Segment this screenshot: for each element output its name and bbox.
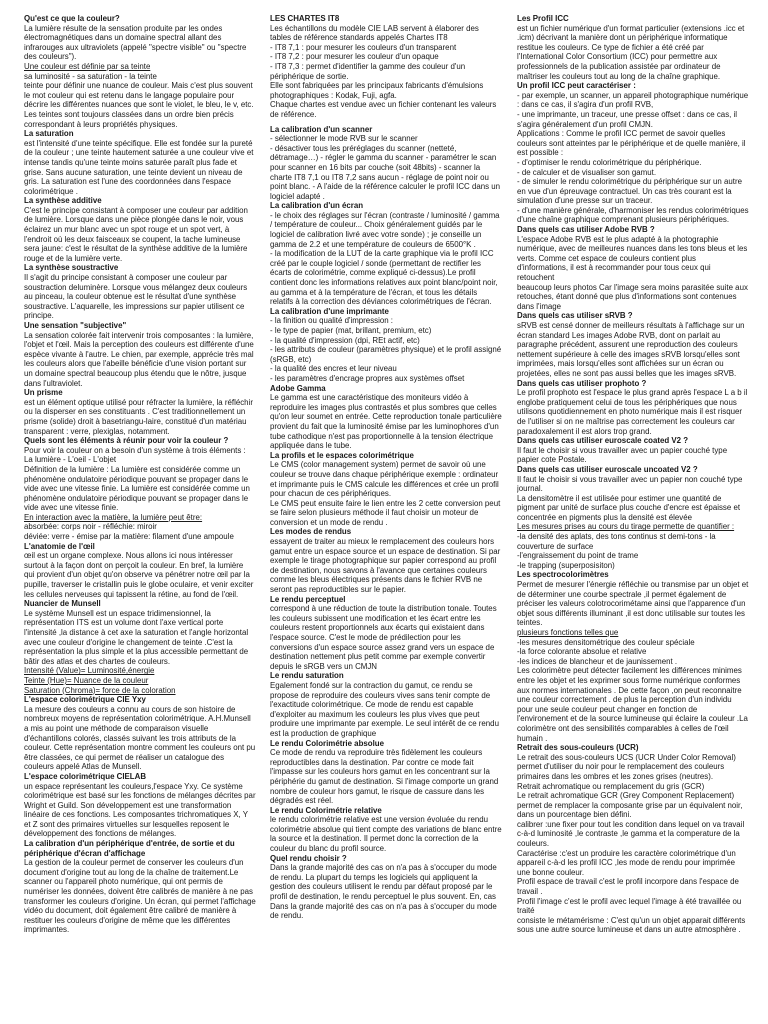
paragraph: Le système Munsell est un espace tridimensionnel, la représentation ITS est un volume dont l'axe vertical porte l'intensité ,la distance à cet axe la saturation et l'angle horizontal avec une couleur d'origine le changement de teinte .C'est la représentation la plus simple et la plus accessible permettant de bâtir des atlas et des chartes de couleurs. — [24, 608, 249, 666]
paragraph: Ce mode de rendu va reproduire très fidèlement les couleurs reproductibles dans la destination. Par contre ce mode fait l'impasse sur les couleurs hors gamut en les concentrant sur la périphérie du gamut de destination. Si l'image comporte un grand nombre de couleur hors gamut, le risque de cassure dans les dégradés est réel. — [270, 748, 499, 806]
section-heading: La calibration d'un périphérique d'entrée, de sortie et du périphérique d'écran d'affichage — [24, 839, 235, 858]
paragraph: Le retrait des sous-couleurs UCS (UCR Under Color Removal) permet d'utiliser du noir pour le remplacement des couleurs primaires dans les ombres et les zones grises (neutres). — [517, 752, 736, 781]
paragraph: - IT8 7,1 : pour mesurer les couleurs d'un transparent — [270, 42, 457, 52]
paragraph: - les attributs de couleur (paramètres physique) et le profil assigné (sRGB, etc) — [270, 345, 502, 364]
paragraph: Le CMS (color management system) permet de savoir où une couleur se trouve dans chaque périphérique exemple : ordinateur et imprimante puis le CMS calcule les différences et crée un profil pour chacun de ces périphériques. — [270, 460, 499, 499]
section-heading: Les modes de rendus — [270, 527, 352, 537]
paragraph: - la finition ou qualité d'impression : — [270, 316, 393, 326]
section-heading: Retrait des sous-couleurs (UCR) — [517, 743, 639, 753]
section-heading: L'espace colorimétrique CIE Yxy — [24, 695, 146, 705]
paragraph: sa luminosité - sa saturation - la teinte — [24, 71, 157, 81]
paragraph: Il faut le choisir si vous travailler avec un papier couché type papier cote Postale. — [517, 445, 728, 465]
paragraph: Chaque chartes est vendue avec un fichier contenant les valeurs de référence. — [270, 100, 497, 119]
paragraph: consiste le métamérisme : C'est qu'un un objet apparait différents sous une autre source lumineuse et dans un autre atmosphère . — [517, 915, 746, 935]
section-heading: Dans quels cas utiliser prophoto ? — [517, 378, 647, 388]
paragraph: Saturation (Chroma)= force de la coloration — [24, 685, 176, 695]
paragraph: Une couleur est définie par sa teinte — [24, 61, 151, 71]
paragraph: - le choix des réglages sur l'écran (contraste / luminosité / gamma / température de couleur... Choix généralement guidés par le logiciel de calibration livré avec votre sonde) ; je conseille un gamma de 2.2 et une température de couleurs de 6500°K . — [270, 210, 500, 249]
paragraph: Profil l'image c'est le profil avec lequel l'image à été travaillée ou traité — [517, 896, 742, 916]
section-heading: Dans quels cas utiliser euroscale uncoated V2 ? — [517, 464, 698, 474]
paragraph: Il s'agit du principe consistant à composer une couleur par soustraction deluminère. Lorsque vous mélangez deux couleurs au pinceau, la couleur obtenue est le résultat d'une synthèse soustractive. L'aquarelle, les impressions sur papier utilisent ce principe. — [24, 273, 248, 321]
paragraph: - d'une manière générale, d'harmoniser les rendus colorimétriques d'une chaîne graphique comprenant plusieurs périphériques. — [517, 205, 749, 225]
paragraph: Permet de mesurer l'énergie réfléchie ou transmise par un objet et de déterminer une courbe spectrale ,il permet également de préciser les valeurs colotrocorimétame ainsi que l'apparence d'un objet sous différents illuminant ,il est donc utilisable sur toutes les teintes. — [517, 580, 749, 628]
paragraph: La mesure des couleurs a connu au cours de son histoire de nombreux moyens de représentation colorimétrique. A.H.Munsell a mis au point une méthode de comparaison visuelle d'échantillons colorés, classés suivant les trois attributs de la couleur. Cette représentation montre comment les couleurs ont pu être classées, ce qui permet de réaliser un catalogue des couleurs appelé Atlas de Munsell. — [24, 704, 256, 772]
paragraph: absorbée: corps noir - réfléchie: miroir — [24, 522, 157, 532]
paragraph: Le gamma est une caractéristique des moniteurs vidéo à reproduire les images plus contrastés et plus sombres que celles qu'on leur soumet en entrée. Cette reproduction tonale particulière provient du fait que la luminosité émise par les luminophores d'un tube cathodique n'est pas proportionnelle à la tension électrique appliquée dans le tube. — [270, 393, 502, 451]
paragraph: est l'intensité d'une teinte spécifique. Elle est fondée sur la pureté de la couleur ; une teinte hautement saturée a une couleur vive et intense tandis qu'une teinte moins saturée paraît plus fade et grise. Sans aucune saturation, une teinte devient un niveau de gris. La saturation est l'une des coordonnées dans l'espace colorimétrique . — [24, 138, 254, 196]
paragraph: En interaction avec la matière, la lumière peut être: — [24, 512, 203, 522]
paragraph: - désactiver tous les préréglages du scanner (netteté, détramage…) - régler le gamma du scanner - paramétrer le scan pour scanner en 16 bits par couche (soit 48bits) - scanner la charte IT8 7,1 ou IT8 7,2 sans aucun - réglage de point noir ou point blanc. - A l'aide de la référence calculer le profil ICC dans un logiciel adapté . — [270, 143, 501, 201]
paragraph: -le trapping (superposisiton) — [517, 560, 615, 570]
section-heading: La profils et le espaces colorimétrique — [270, 450, 414, 460]
paragraph: -les mesures densitométrique des couleur spéciale — [517, 637, 695, 647]
section-heading: Une sensation "subjective" — [24, 321, 127, 330]
paragraph: La densitomètre il est utilisée pour estimer une quantité de pigment par unité de surface plus couche d'encre est épaisse et concentrée en pigments plus la densité est élevée — [517, 493, 741, 522]
paragraph: Elle sont fabriquées par les principaux fabricants d'émulsions photographiques : Kodak, Fuji, agfa. — [270, 81, 484, 100]
paragraph: Intensité (Value)= Luminosité,énergie — [24, 666, 155, 676]
section-heading: LES CHARTES IT8 — [270, 14, 340, 23]
paragraph: - les paramètres d'encrage propres aux systèmes offset — [270, 373, 465, 383]
paragraph: Retrait achromatique ou remplacement du gris (GCR) — [517, 781, 705, 791]
section-heading: La saturation — [24, 129, 74, 139]
paragraph: - de calculer et de visualiser son gamut. — [517, 167, 657, 177]
paragraph: Le profil prophoto est l'espace le plus grand après l'espace L a b il englobe pratiquement celui de tous les périphériques que nous utilisons quotidiennement en photo numérique mais il est risquer de l'utiliser si on ne maîtrise pas correctement les couleurs car paradoxalement il est alors trop grand. — [517, 388, 748, 436]
column-right — [517, 14, 749, 1018]
paragraph: - IT8 7,3 : permet d'identifier la gamme des couleur d'un périphérique de sortie. — [270, 61, 466, 81]
paragraph: - sélectionner le mode RVB sur le scanner — [270, 134, 418, 144]
section-heading: Quel rendu choisir ? — [270, 853, 347, 863]
paragraph: - d'optimiser le rendu colorimétrique du périphérique. — [517, 157, 702, 167]
section-heading: Les spectrocolorimètres — [517, 570, 609, 580]
paragraph: Les mesures prises au cours du tirage permette de quantifier : — [517, 522, 735, 532]
section-heading: Un prisme — [24, 388, 63, 398]
column-left — [24, 14, 256, 1018]
paragraph: -la force colorante absolue et relative — [517, 647, 647, 657]
paragraph: sRVB est censé donner de meilleurs résultats à l'affichage sur un écran standard Les images Adobe RVB, dont on parlait au paragraphe précédent, assurent une reproduction des couleurs nettement supérieure à celle des images sRVB lorsqu'elles sont imprimées, mais lorsqu'elles sont affichées sur un écran ou projetées, elles ne sont pas aussi belles que les images sRVB. — [517, 321, 745, 378]
paragraph: - la qualité des encres et leur niveau — [270, 364, 397, 374]
paragraph: La gestion de la couleur permet de conserver les couleurs d'un document d'origine tout au long de la chaîne de traitement.Le scanner ou l'appareil photo numérique, qui ont permis de numériser les données, doivent être calibrés de manière à ne pas transformer les couleurs d'origine. Un écran, qui permet l'affichage vidéo du document, doit également être calibré de manière à restituer les couleurs d'origine de même que les différentes imprimantes. — [24, 858, 256, 935]
section-heading: Les Profil ICC — [517, 14, 569, 23]
paragraph: Le CMS peut ensuite faire le lien entre les 2 cette conversion peut se faire selon plusieurs méthode il faut choisir un moteur de conversion et un mode de rendu . — [270, 498, 501, 527]
paragraph: calibrer :une fixer pour tout les condition dans lequel on va travail c-à-d luminosité ,le contraste ,le gamma et la comperature de la couleurs. — [517, 819, 745, 849]
paragraph: Egalement fondé sur la contraction du gamut, ce rendu se propose de reproduire des couleurs vives sans tenir compte de l'exactitude colorimétrique. Ce mode de rendu est capable d'exploiter au maximum les couleurs les plus vives que peut produire une imprimante par exemple. Le seul intérêt de ce rendu est la production de graphique — [270, 680, 499, 738]
column-middle — [270, 14, 502, 1018]
section-heading: Le rendu saturation — [270, 671, 344, 681]
section-heading: Dans quels cas utiliser sRVB ? — [517, 311, 633, 321]
paragraph: - de simuler le rendu colorimétrique du périphérique sur un autre en vue d'un épreuvage contractuel. Un cas très courant est la simulation d'une presse sur un traceur. — [517, 177, 743, 206]
section-heading: Adobe Gamma — [270, 383, 326, 393]
paragraph: -l'engraissement du point de trame — [517, 551, 639, 561]
paragraph: Pour voir la couleur on a besoin d'un système à trois éléments : La lumière - L'oeil - L'objet — [24, 445, 246, 465]
section-heading: La calibration d'un scanner — [270, 124, 373, 134]
paragraph: -les indices de blancheur et de jaunissement . — [517, 656, 678, 666]
paragraph: plusieurs fonctions telles que — [517, 628, 619, 637]
section-heading: Un profil ICC peut caractériser : — [517, 81, 636, 91]
section-heading: La calibration d'un écran — [270, 201, 364, 211]
paragraph: Teinte (Hue)= Nuance de la couleur — [24, 675, 149, 685]
section-heading: La synthèse soustractive — [24, 263, 119, 273]
section-heading: Quels sont les éléments à réunir pour voir la couleur ? — [24, 436, 229, 446]
paragraph: Caractérise :c'est un produire les caractère colorimétrique d'un appareil c-à-d les profil ICC ,les mode de rendu pour imprimée une bonne couleur. — [517, 848, 736, 877]
paragraph: Les colorimètre peut détecter facilement les différences minimes entre les objet et les exprimer sous forme numérique conformes aux normes internationales . De cette façon ,on peut reconnaitre une couleur correctement . de plus la perception d'un individu pour une seule couleur peut changer en fonction de l'environement et de la source lumineuse qui éclaire la couleur .La colorimètre ont des sensibilités comparables à celles de l'œil humain . — [517, 666, 748, 743]
section-heading: Le rendu Colorimétrie relative — [270, 805, 382, 815]
paragraph: Il faut le choisir si vous travailler avec un papier non couché type journal. — [517, 474, 743, 494]
paragraph: est un élément optique utilisé pour réfracter la lumière, la réfléchir ou la disperser en ses constituants . C'est traditionnellement un prisme (solide) droit à basetriangu-laire, constitué d'un matériau transparent : verre, plexiglas, notamment. — [24, 397, 253, 436]
paragraph: œil est un organe complexe. Nous allons ici nous intéresser surtout à la façon dont on perçoit la couleur. En bref, la lumière qui provient d'un objet qu'on observe va pénétrer notre œil par la pupille, traverser le cristallin puis le globe oculaire, et venir exciter les cellules nerveuses qui tapissent la rétine, au fond de l'œil. — [24, 551, 254, 599]
paragraph: est un fichier numérique d'un format particulier (extensions .icc et .icm) décrivant la manière dont un périphérique informatique restitue les couleurs. Ce type de fichier a été créé par l'International Color Consortium (ICC) pour permettre aux professionnels de la publication assistée par ordinateur de maîtriser les couleurs tout au long de la chaîne graphique. — [517, 23, 745, 81]
section-heading: Qu'est ce que la couleur? — [24, 14, 120, 23]
paragraph: correspond à une réduction de toute la distribution tonale. Toutes les couleurs subissent une modification et les écart entre les couleurs restent proportionnels aux écarts qui existaient dans l'espace source. C'est le mode de prédilection pour les conversions d'un espace source assez grand vers un espace de destination nettement plus petit comme par exemple convertir depuis le sRGB vers un CMJN — [270, 604, 497, 671]
paragraph: - la qualité d'impression (dpi, REt actif, etc) — [270, 335, 420, 345]
paragraph: teinte pour définir une nuance de couleur. Mais c'est plus souvent le mot couleur qui est retenu dans le langage populaire pour décrire les différentes nuances que sont le violet, le bleu, le v, etc. Les teintes sont toujours classées dans un ordre bien précis correspondant à leurs propriétés physiques. — [24, 81, 254, 129]
paragraph: Définition de la lumière : La lumière est considérée comme un phénomène ondulatoire périodique pouvant se propager dans le vide avec une vitesse finie. La lumière est considérée comme un phénomène ondulatoire périodique pouvant se propager dans le vide avec une vitesse finie. — [24, 464, 250, 513]
section-heading: Dans quels cas utiliser Adobe RVB ? — [517, 225, 655, 235]
section-heading: L'espace colorimétrique CIELAB — [24, 771, 147, 781]
section-heading: La calibration d'une imprimante — [270, 306, 389, 316]
paragraph: La sensation colorée fait intervenir trois composantes : la lumière, l'objet et l'œil. Mais la perception des couleurs est différente d'une espèce vivante à l'autre. Le chien, par exemple, apprécie très mal les couleurs alors que l'abeille bénéficie d'une vision portant sur un domaine spectral beaucoup plus étendu que le nôtre, jusque dans l'ultraviolet. — [24, 330, 254, 388]
section-heading: Le rendu perceptuel — [270, 594, 346, 604]
paragraph: Profil espace de travail c'est le profil incorpore dans l'espace de travail . — [517, 877, 739, 897]
section-heading: L'anatomie de l'œil — [24, 541, 95, 551]
paragraph: - le type de papier (mat, brillant, premium, etc) — [270, 326, 432, 335]
paragraph: déviée: verre - émise par la matière: filament d'une ampoule — [24, 532, 234, 542]
paragraph: La lumière résulte de la sensation produite par les ondes électromagnétiques dans un domaine spectral allant des infrarouges aux ultraviolets (appelé "spectre visible" ou "spectre des couleurs"). — [24, 23, 247, 62]
paragraph: - une imprimante, un traceur, une presse offset : dans ce cas, il s'agira généralement d'un profil CMJN. — [517, 109, 738, 129]
paragraph: Dans la grande majorité des cas on n'a pas à s'occuper du mode de rendu. La plupart du temps les logiciels qui appliquent la gestion des couleurs utilisent le rendu par défaut proposé par le profil de destination, le rendu perceptuel le plus souvent. En, cas Dans la grande majorité des cas on n'a pas à s'occuper du mode de rendu. — [270, 863, 497, 921]
paragraph: -la densité des aplats, des tons continus st demi-tons - la couverture de surface — [517, 532, 716, 551]
paragraph: - la modification de la LUT de la carte graphique via le profil ICC créé par le couple logiciel / sonde (permettant de rectifier les écarts de colorimétrie, comme expliqué ci-dessus).Le profil contient donc les informations relatives aux point blanc/point noir, au gamma et à la température de l'écran, et tous les détails relatifs à la correction des déviances colorimétriques de l'écran. — [270, 249, 498, 307]
paragraph: C'est le principe consistant à composer une couleur par addition de lumière. Lorsque dans une pièce plongée dans le noir, vous éclairez un mur blanc avec un spot rouge et un spot vert, à l'endroit où les deux faisceaux se coupent, la tache lumineuse sera jaune: c'est le résultat de la synthèse additive de la lumière rouge et de la lumière verte. — [24, 205, 248, 263]
paragraph: essayent de traiter au mieux le remplacement des couleurs hors gamut entre un espace source et un espace de destination. Si par exemple le tirage photographique sur papier correspond au profil de destination, nous savons à l'avance que certaines couleurs comme les bleus électriques présents dans le fichier RVB ne seront pas reproductibles sur le papier. — [270, 537, 501, 595]
section-heading: Dans quels cas utiliser euroscale coated V2 ? — [517, 436, 689, 446]
section-heading: Nuancier de Munsell — [24, 599, 101, 609]
section-heading: Le rendu Colorimétrie absolue — [270, 738, 384, 748]
paragraph: L'espace Adobe RVB est le plus adapté à la photographie numérique, avec de meilleures nuances dans les tons bleus et les verts. Comme cet espace de couleurs contient plus d'informations, il est à recommander pour tous ceux qui retouchent — [517, 234, 748, 283]
paragraph: beaucoup leurs photos Car l'image sera moins parasitée suite aux retouches, étant donné que plus d'informations sont contenues dans l'image — [517, 282, 748, 311]
paragraph: un espace représentant les couleurs,l'espace Yxy. Ce système colorimétrique est basé sur les fonctions de mélanges décrites par Wright et Guild. Son développement est une transformation linéaire de ces fonctions. Les composantes trichromatiques X, Y et Z sont des primaires virtuelles sur lesquelles reposent le développement des fonctions de mélanges. — [24, 781, 256, 839]
paragraph: le rendu colorimétrie relative est une version évoluée du rendu colorimétrie absolue qui tient compte des variations de blanc entre la source et la destination. Il permet donc la correction de la couleur du blanc du profil source. — [270, 815, 502, 854]
section-heading: La synthèse additive — [24, 196, 102, 206]
paragraph: Les échantillons du modèle CIE LAB servent à élaborer des tables de référence standards appelés Chartes IT8 — [270, 23, 479, 43]
paragraph: - par exemple, un scanner, un appareil photographique numérique : dans ce cas, il s'agira d'un profil RVB, — [517, 90, 749, 110]
paragraph: Applications : Comme le profil ICC permet de savoir quelles couleurs sont atteintes par le périphérique et de quelle manière, il est possible : — [517, 129, 746, 158]
paragraph: - IT8 7,2 : pour mesurer les couleur d'un opaque — [270, 52, 439, 62]
paragraph: Le retrait achromatique GCR (Grey Component Replacement) permet de remplacer la composante grise par un équivalent noir, dans un pourcentage bien défini. — [517, 791, 743, 820]
